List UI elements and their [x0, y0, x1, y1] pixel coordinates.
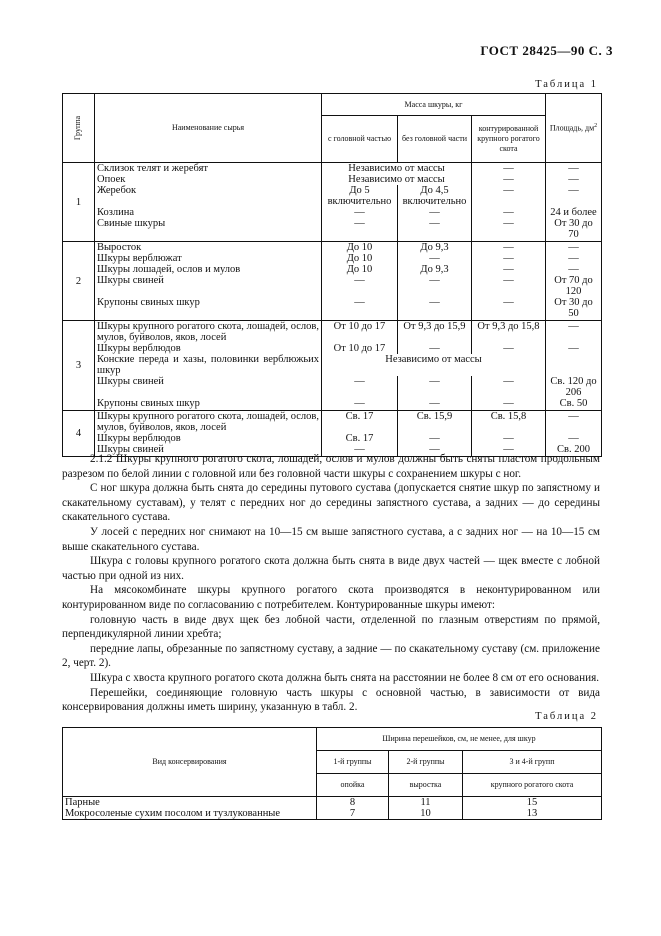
paragraph: 2.1.2 Шкуры крупного рогатого скота, лошадей, ослов и мулов должны быть сняты пластом продольным разрезом по белой линии с головной или без головной части шкуры с сохранением шкуры с ног. — [62, 453, 600, 480]
table1-caption: Таблица 1 — [535, 79, 598, 90]
value-cell: — — [472, 433, 546, 444]
value-cell: До 4,5 включительно — [398, 185, 472, 207]
width-value-cell: 11 — [389, 797, 463, 809]
value-cell: — — [472, 174, 546, 185]
paragraph: Шкура с головы крупного рогатого скота должна быть снята в виде двух частей — щек вместе с лобной частью при одной из них. — [62, 555, 600, 582]
table1-row — [63, 343, 602, 354]
value-cell: — — [472, 297, 546, 321]
value-cell: Независимо от массы — [322, 163, 472, 175]
material-name-cell: Шкуры крупного рогатого скота, лошадей, ослов, мулов, буйволов, яков, лосей — [95, 411, 322, 434]
table1-row — [63, 163, 602, 175]
group2-header: 2-й группы — [389, 751, 463, 774]
contoured-header: контурированной крупного рогатого скота — [472, 116, 546, 163]
mass-header: Масса шкуры, кг — [322, 94, 546, 116]
value-cell: — — [398, 376, 472, 398]
subheader-cattle: крупного рогатого скота — [463, 774, 602, 797]
page-header: ГОСТ 28425—90 С. 3 — [480, 43, 613, 58]
value-cell: — — [398, 207, 472, 218]
table1-row — [63, 218, 602, 242]
value-cell: До 10 — [322, 242, 398, 254]
group1-header: 1-й группы — [317, 751, 389, 774]
value-cell: — — [472, 275, 546, 297]
value-cell: До 10 — [322, 253, 398, 264]
table2-caption: Таблица 2 — [535, 711, 598, 722]
value-cell: От 30 до 70 — [546, 218, 602, 242]
value-cell: — — [546, 185, 602, 207]
group-cell: 1 — [63, 163, 95, 242]
table1-row — [63, 297, 602, 321]
value-cell: — — [546, 174, 602, 185]
value-cell: — — [546, 321, 602, 344]
subheader-vyrostok: выростка — [389, 774, 463, 797]
paragraph: Перешейки, соединяющие головную часть шкуры с основной частью, в зависимости от вида консервирования должны иметь ширину, указанную в табл. 2. — [62, 686, 600, 714]
material-name-cell: Выросток — [95, 242, 322, 254]
material-name-cell: Шкуры свиней — [95, 275, 322, 297]
table1-row — [63, 207, 602, 218]
material-name-cell: Шкуры верблюжат — [95, 253, 322, 264]
width-header: Ширина перешейков, см, не менее, для шкур — [317, 728, 602, 751]
body-text — [62, 452, 600, 715]
material-name-cell: Конские переда и хазы, половинки верблюжьих шкур — [95, 354, 322, 376]
value-cell: — — [546, 433, 602, 444]
value-cell: — — [472, 444, 546, 457]
value-cell: До 5 включительно — [322, 185, 398, 207]
material-name-cell: Козлина — [95, 207, 322, 218]
value-cell: — — [472, 343, 546, 354]
value-cell: — — [472, 242, 546, 254]
paragraph: передние лапы, обрезанные по запястному суставу, а задние — по скакательному суставу (см. приложение 2, черт. 2). — [62, 642, 600, 670]
table1-row — [63, 376, 602, 398]
value-cell: От 70 до 120 — [546, 275, 602, 297]
value-cell: — — [322, 297, 398, 321]
with-head-header: с головной частью — [322, 116, 398, 163]
table1-row — [63, 321, 602, 344]
value-cell: От 10 до 17 — [322, 343, 398, 354]
name-header: Наименование сырья — [95, 94, 322, 163]
value-cell: — — [472, 264, 546, 275]
table1-row — [63, 242, 602, 254]
value-cell: До 9,3 — [398, 242, 472, 254]
width-value-cell: 13 — [463, 808, 602, 820]
subheader-opoyok: опойка — [317, 774, 389, 797]
value-cell: От 10 до 17 — [322, 321, 398, 344]
value-cell: Св. 50 — [546, 398, 602, 411]
table2-row — [63, 808, 602, 820]
material-name-cell: Склизок телят и жеребят — [95, 163, 322, 175]
table1 — [62, 93, 602, 457]
table1-row — [63, 264, 602, 275]
value-cell: Св. 17 — [322, 411, 398, 434]
value-cell: — — [472, 398, 546, 411]
value-cell: 24 и более — [546, 207, 602, 218]
value-cell: — — [398, 444, 472, 457]
value-cell: — — [546, 253, 602, 264]
table1-row — [63, 411, 602, 434]
value-cell: — — [546, 411, 602, 434]
value-cell: — — [322, 207, 398, 218]
value-cell: — — [546, 163, 602, 175]
value-cell: До 10 — [322, 264, 398, 275]
group-cell: 4 — [63, 411, 95, 457]
value-cell: — — [322, 275, 398, 297]
width-value-cell: 8 — [317, 797, 389, 809]
group-header: Группа — [63, 94, 95, 163]
table1-row — [63, 398, 602, 411]
value-cell: Св. 15,8 — [472, 411, 546, 434]
material-name-cell: Шкуры лошадей, ослов и мулов — [95, 264, 322, 275]
material-name-cell: Шкуры свиней — [95, 376, 322, 398]
group34-header: 3 и 4-й групп — [463, 751, 602, 774]
value-cell: От 9,3 до 15,8 — [472, 321, 546, 344]
value-cell: — — [322, 218, 398, 242]
without-head-header: без головной части — [398, 116, 472, 163]
value-cell: — — [546, 264, 602, 275]
paragraph: У лосей с передних ног снимают на 10—15 см выше запястного сустава, а с задних ног — на 10—15 см выше скакательного сустава. — [62, 525, 600, 553]
value-cell: — — [472, 185, 546, 207]
table1-row — [63, 275, 602, 297]
value-cell: От 30 до 50 — [546, 297, 602, 321]
value-cell: Св. 200 — [546, 444, 602, 457]
value-cell: — — [472, 163, 546, 175]
material-name-cell: Шкуры верблюдов — [95, 343, 322, 354]
value-cell: — — [322, 398, 398, 411]
table2 — [62, 727, 602, 820]
paragraph: С ног шкура должна быть снята до середины путового сустава (допускается снятие шкур по запястному и скакательному суставам), у телят с передних ног до середины запястного сустава, а задних — до середины скакательного сустава. — [62, 482, 600, 524]
value-cell: — — [322, 444, 398, 457]
table1-row — [63, 354, 602, 376]
value-cell: Св. 120 до 206 — [546, 376, 602, 398]
width-value-cell: 7 — [317, 808, 389, 820]
value-cell: Св. 17 — [322, 433, 398, 444]
material-name-cell: Крупоны свиных шкур — [95, 297, 322, 321]
value-cell: — — [398, 398, 472, 411]
value-cell: Независимо от массы — [322, 174, 472, 185]
paragraph: На мясокомбинате шкуры крупного рогатого скота производятся в неконтурированном или контурированном виде по согласованию с потребителем. Контурированные шкуры имеют: — [62, 584, 600, 611]
value-cell: — — [472, 207, 546, 218]
value-cell: — — [398, 343, 472, 354]
preservation-type-cell: Мокросоленые сухим посолом и тузлукованные — [63, 808, 317, 820]
width-value-cell: 15 — [463, 797, 602, 809]
area-header: Площадь, $дм^2$ — [546, 94, 602, 163]
paragraph: Шкура с хвоста крупного рогатого скота должна быть снята на расстоянии не более 8 см от его основания. — [90, 671, 600, 684]
table1-row — [63, 174, 602, 185]
paragraph: головную часть в виде двух щек без лобной части, отделенной по глазным отверстиям по прямой, перпендикулярной линии хребта; — [62, 613, 600, 641]
value-cell: — — [398, 433, 472, 444]
value-cell: Независимо от массы — [322, 354, 546, 376]
value-cell: — — [546, 242, 602, 254]
value-cell: Св. 15,9 — [398, 411, 472, 434]
type-header: Вид консервирования — [63, 728, 317, 797]
table1-row — [63, 185, 602, 207]
group-cell: 3 — [63, 321, 95, 411]
table1-row — [63, 253, 602, 264]
table1-row — [63, 433, 602, 444]
value-cell: — — [546, 343, 602, 354]
value-cell: — — [398, 275, 472, 297]
material-name-cell: Шкуры верблюдов — [95, 433, 322, 444]
width-value-cell: 10 — [389, 808, 463, 820]
value-cell: До 9,3 — [398, 264, 472, 275]
value-cell: — — [472, 376, 546, 398]
preservation-type-cell: Парные — [63, 797, 317, 809]
material-name-cell: Опоек — [95, 174, 322, 185]
value-cell: — — [472, 253, 546, 264]
value-cell — [546, 354, 602, 376]
material-name-cell: Свиные шкуры — [95, 218, 322, 242]
group-cell: 2 — [63, 242, 95, 321]
value-cell: — — [322, 376, 398, 398]
material-name-cell: Шкуры свиней — [95, 444, 322, 457]
table2-row — [63, 797, 602, 809]
value-cell: — — [398, 218, 472, 242]
value-cell: От 9,3 до 15,9 — [398, 321, 472, 344]
value-cell: — — [398, 253, 472, 264]
material-name-cell: Крупоны свиных шкур — [95, 398, 322, 411]
value-cell: — — [398, 297, 472, 321]
material-name-cell: Жеребок — [95, 185, 322, 207]
value-cell: — — [472, 218, 546, 242]
material-name-cell: Шкуры крупного рогатого скота, лошадей, ослов, мулов, буйволов, яков, лосей — [95, 321, 322, 344]
